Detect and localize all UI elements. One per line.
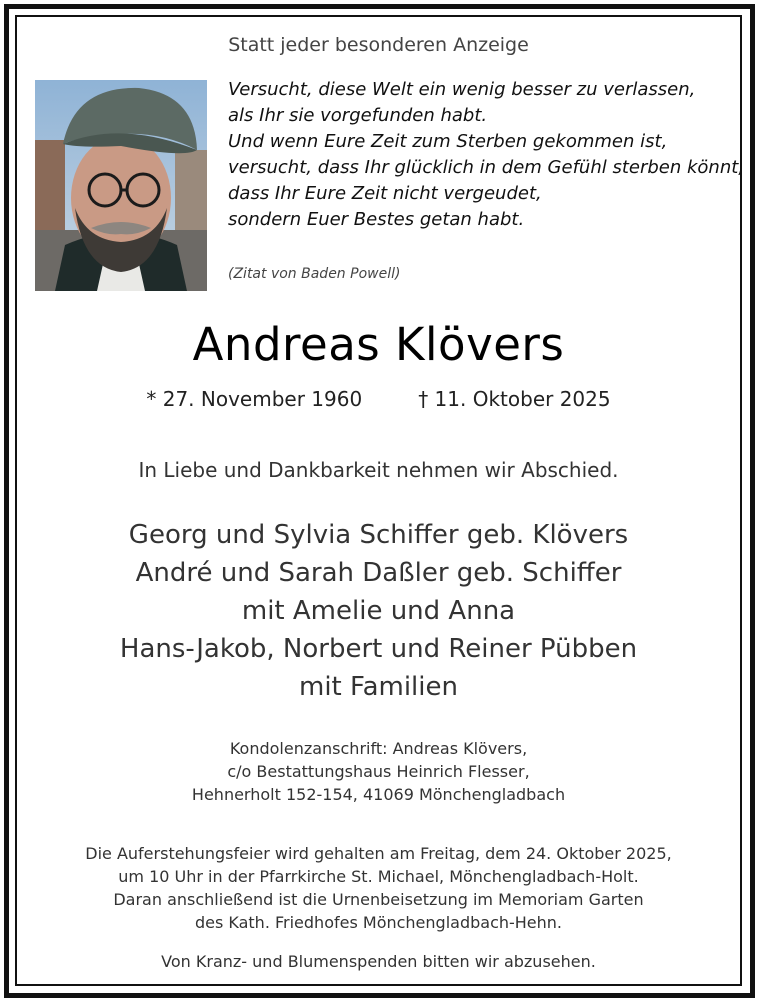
service-info	[0, 842, 757, 934]
service-line: Die Auferstehungsfeier wird gehalten am Freitag, dem 24. Oktober 2025,	[85, 844, 672, 863]
family-line: mit Familien	[299, 672, 458, 702]
header-text: Statt jeder besonderen Anzeige	[228, 34, 529, 56]
quote-line: versucht, dass Ihr glücklich in dem Gefühl sterben könnt,	[228, 157, 745, 178]
quote-line: Versucht, diese Welt ein wenig besser zu verlassen,	[228, 79, 696, 100]
flowers-note: Von Kranz- und Blumenspenden bitten wir abzusehen.	[161, 952, 596, 971]
birth-date: * 27. November 1960	[146, 387, 363, 411]
family-line: André und Sarah Daßler geb. Schiffer	[135, 558, 622, 588]
farewell-text: In Liebe und Dankbarkeit nehmen wir Abschied.	[138, 458, 619, 482]
quote-line: als Ihr sie vorgefunden habt.	[228, 105, 488, 126]
family-line: mit Amelie und Anna	[241, 596, 516, 626]
quote-source: (Zitat von Baden Powell)	[228, 266, 401, 282]
quote-line: Und wenn Eure Zeit zum Sterben gekommen ist,	[228, 131, 668, 152]
deceased-name: Andreas Klövers	[192, 318, 565, 371]
condolence-line: c/o Bestattungshaus Heinrich Flesser,	[227, 762, 530, 781]
family-line: Georg und Sylvia Schiffer geb. Klövers	[128, 520, 629, 550]
service-line: Daran anschließend ist die Urnenbeisetzung im Memoriam Garten	[113, 890, 644, 909]
condolence-address	[0, 737, 757, 806]
service-line: des Kath. Friedhofes Mönchengladbach-Hehn.	[194, 913, 563, 932]
quote-line: sondern Euer Bestes getan habt.	[228, 209, 525, 230]
condolence-line: Hehnerholt 152-154, 41069 Mönchengladbach	[191, 785, 566, 804]
family-list	[0, 516, 757, 706]
quote-line: dass Ihr Eure Zeit nicht vergeudet,	[228, 183, 542, 204]
family-line: Hans-Jakob, Norbert und Reiner Pübben	[119, 634, 638, 664]
service-line: um 10 Uhr in der Pfarrkirche St. Michael, Mönchengladbach-Holt.	[118, 867, 639, 886]
portrait-photo	[35, 80, 207, 291]
quote-text	[228, 77, 748, 233]
life-dates	[0, 387, 757, 411]
death-date: † 11. Oktober 2025	[418, 387, 611, 411]
condolence-line: Kondolenzanschrift: Andreas Klövers,	[229, 739, 528, 758]
